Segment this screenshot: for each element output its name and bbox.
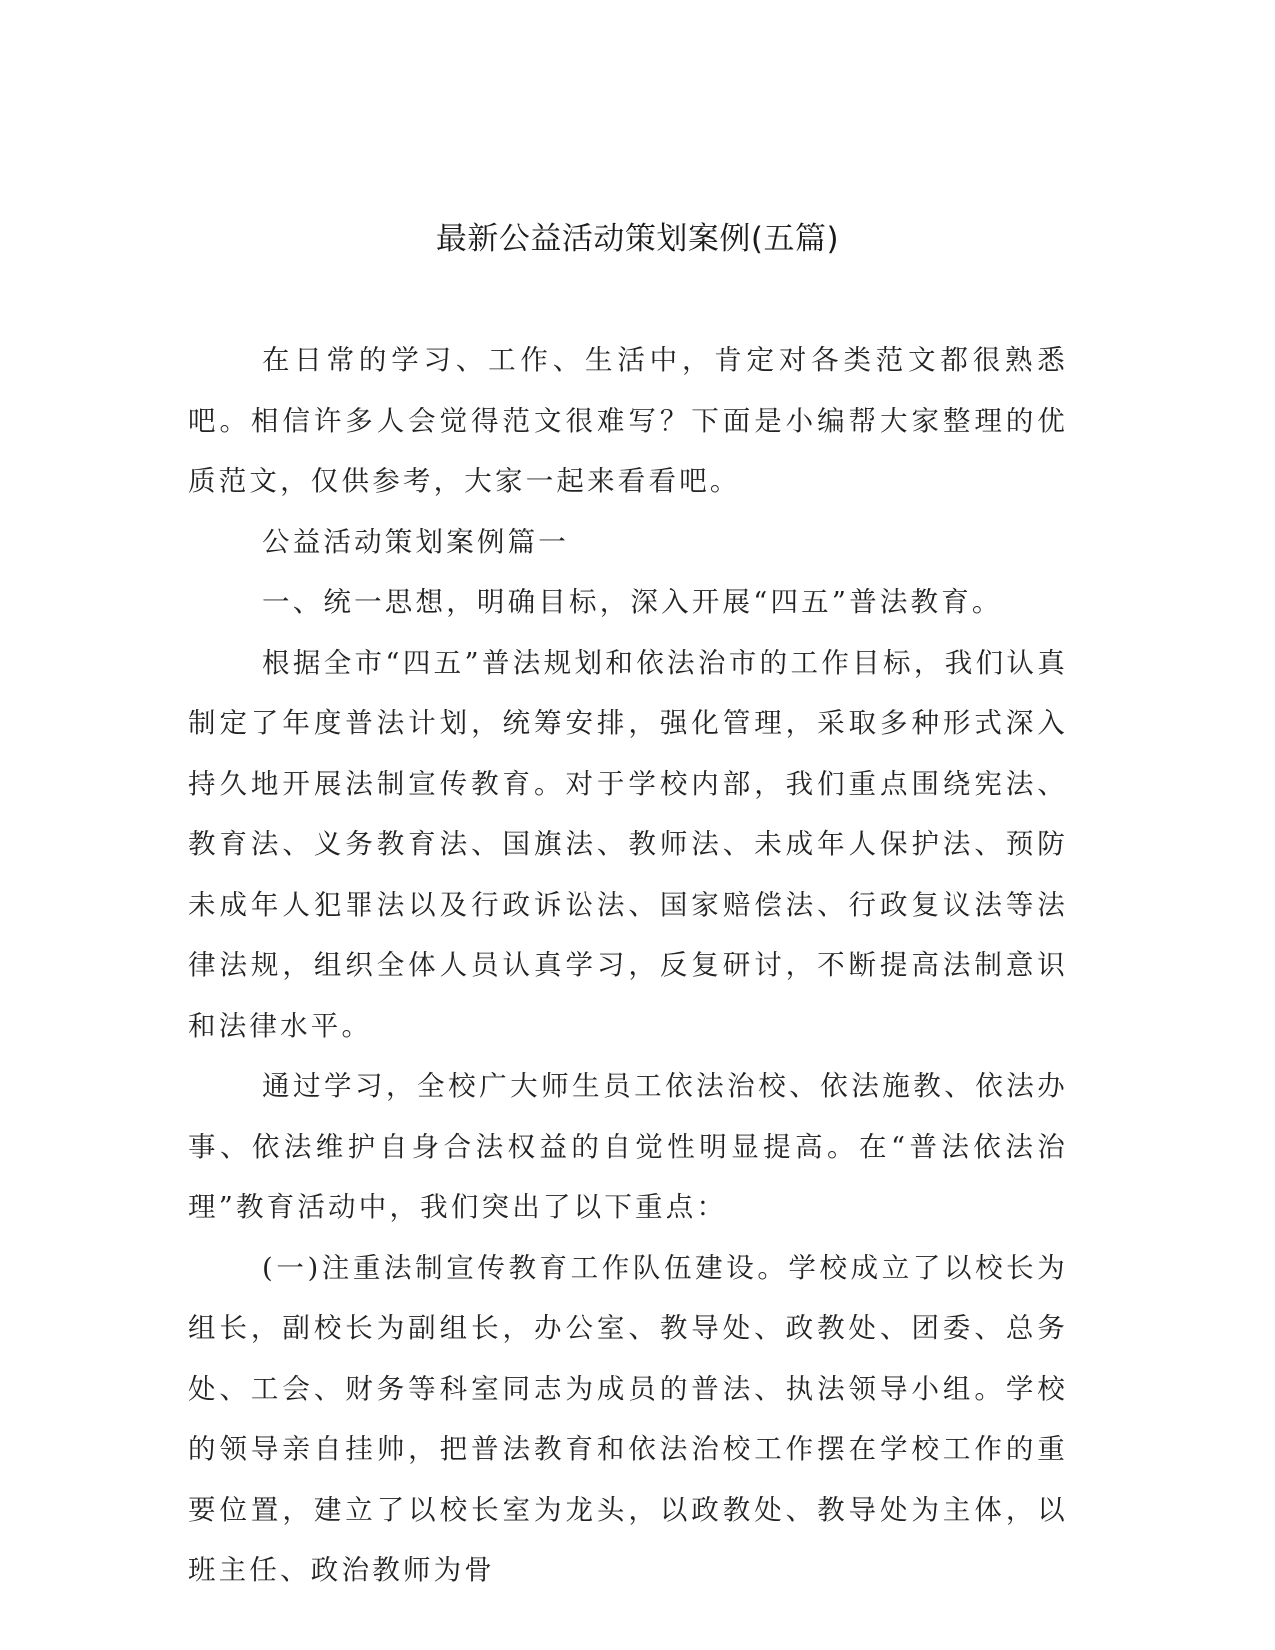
- section-heading: 公益活动策划案例篇一: [262, 525, 569, 558]
- subheading: 一、统一思想，明确目标，深入开展“四五”普法教育。: [262, 586, 1003, 618]
- document-title: 最新公益活动策划案例(五篇): [435, 221, 840, 257]
- paragraph: 根据全市“四五”普法规划和依法治市的工作目标，我们认真制定了年度普法计划，统筹安排，强化管理，采取多种形式深入持久地开展法制宣传教育。对于学校内部，我们重点围绕宪法、教育法、义务教育法、国旗法、教师法、未成年人保护法、预防未成年人犯罪法以及行政诉讼法、国家赔偿法、行政复议法等法律法规，组织全体人员认真学习，反复研讨，不断提高法制意识和法律水平。: [188, 646, 1068, 1042]
- document-body: [188, 330, 1068, 1601]
- paragraph: 通过学习，全校广大师生员工依法治校、依法施教、依法办事、依法维护自身合法权益的自觉性明显提高。在“普法依法治理”教育活动中，我们突出了以下重点：: [188, 1070, 1068, 1223]
- paragraph: (一)注重法制宣传教育工作队伍建设。学校成立了以校长为组长，副校长为副组长，办公室、教导处、政教处、团委、总务处、工会、财务等科室同志为成员的普法、执法领导小组。学校的领导亲自挂帅，把普法教育和依法治校工作摆在学校工作的重要位置，建立了以校长室为龙头，以政教处、教导处为主体，以班主任、政治教师为骨: [188, 1251, 1068, 1586]
- paragraph-intro: 在日常的学习、工作、生活中，肯定对各类范文都很熟悉吧。相信许多人会觉得范文很难写？下面是小编帮大家整理的优质范文，仅供参考，大家一起来看看吧。: [188, 344, 1068, 497]
